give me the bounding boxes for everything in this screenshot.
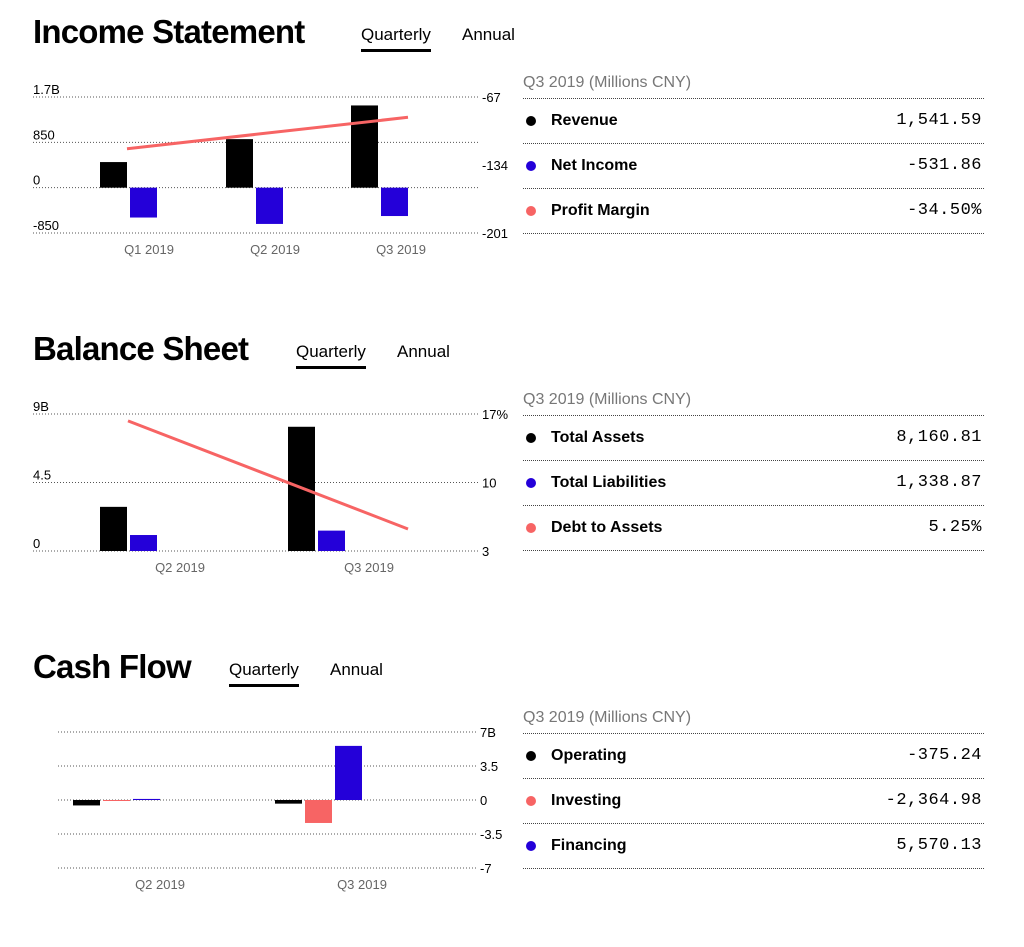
x-tick-label: Q2 2019 <box>155 560 205 575</box>
bar-total-assets <box>100 507 127 551</box>
bar-revenue <box>226 139 253 188</box>
y-tick-label: 9B <box>33 399 49 414</box>
legend-dot-icon <box>526 116 536 126</box>
bar-financing <box>133 799 160 800</box>
y2-tick-label: 17% <box>482 407 509 422</box>
legend-dot-icon <box>526 478 536 488</box>
panel-heading: Q3 2019 (Millions CNY) <box>523 707 984 734</box>
tab-annual[interactable]: Annual <box>462 25 515 44</box>
section-title: Balance Sheet <box>33 330 249 367</box>
income-statement-section <box>0 12 1024 312</box>
x-tick-label: Q3 2019 <box>337 877 387 892</box>
row-net-income <box>523 144 984 189</box>
y2-tick-label: -67 <box>482 90 501 105</box>
y2-tick-label: 10 <box>482 475 497 491</box>
tab-quarterly[interactable]: Quarterly <box>296 341 366 369</box>
row-label: Investing <box>551 792 622 809</box>
row-revenue <box>523 99 984 144</box>
y-tick-label: 1.7B <box>33 82 60 97</box>
x-tick-label: Q1 2019 <box>124 242 174 257</box>
row-profit-margin <box>523 189 984 234</box>
y-tick-label: 0 <box>33 536 41 551</box>
y2-tick-label: 7B <box>480 725 496 740</box>
bar-net-income <box>256 188 283 224</box>
bar-net-income <box>381 188 408 216</box>
legend-dot-icon <box>526 796 536 806</box>
legend-dot-icon <box>526 433 536 443</box>
bar-total-liabilities <box>130 535 157 551</box>
y-tick-label: -850 <box>33 218 60 233</box>
line-debt-to-assets <box>128 421 408 529</box>
row-label: Profit Margin <box>551 202 650 219</box>
y2-tick-label: -201 <box>482 226 509 241</box>
bar-revenue <box>351 105 378 187</box>
legend-dot-icon <box>526 161 536 171</box>
y2-tick-label: 3 <box>482 544 490 559</box>
row-label: Total Liabilities <box>551 474 667 491</box>
row-operating <box>523 734 984 779</box>
panel-heading: Q3 2019 (Millions CNY) <box>523 72 984 99</box>
y2-tick-label: 0 <box>480 793 488 808</box>
bar-investing <box>305 800 332 823</box>
cash-flow-section <box>0 647 1024 947</box>
row-value: 1,541.59 <box>896 111 982 130</box>
legend-dot-icon <box>526 206 536 216</box>
row-value: 1,338.87 <box>896 473 982 492</box>
legend-dot-icon <box>526 841 536 851</box>
row-total-assets <box>523 416 984 461</box>
bar-revenue <box>100 162 127 188</box>
row-value: 8,160.81 <box>896 428 982 447</box>
data-panel <box>523 72 984 234</box>
row-financing <box>523 824 984 869</box>
y2-tick-label: -134 <box>482 158 509 173</box>
row-debt-to-assets <box>523 506 984 551</box>
section-title: Cash Flow <box>33 648 191 685</box>
y2-tick-label: -3.5 <box>480 827 503 842</box>
balance-sheet-section <box>0 329 1024 629</box>
row-value: 5.25% <box>928 518 982 537</box>
row-label: Total Assets <box>551 429 645 446</box>
row-value: 5,570.13 <box>896 836 982 855</box>
bar-investing <box>103 800 130 801</box>
row-investing <box>523 779 984 824</box>
section-title: Income Statement <box>33 13 305 50</box>
income-statement-chart <box>0 12 520 272</box>
row-label: Revenue <box>551 112 618 129</box>
y-tick-label: 850 <box>33 127 55 143</box>
tab-annual[interactable]: Annual <box>330 660 383 679</box>
row-value: -375.24 <box>907 746 982 765</box>
row-label: Net Income <box>551 157 638 174</box>
bar-net-income <box>130 188 157 218</box>
x-tick-label: Q2 2019 <box>250 242 300 257</box>
bar-total-liabilities <box>318 531 345 551</box>
tab-quarterly[interactable]: Quarterly <box>361 24 431 52</box>
legend-dot-icon <box>526 523 536 533</box>
row-value: -34.50% <box>907 201 982 220</box>
legend-dot-icon <box>526 751 536 761</box>
data-panel <box>523 389 984 551</box>
row-value: -2,364.98 <box>885 791 982 810</box>
row-total-liabilities <box>523 461 984 506</box>
row-label: Operating <box>551 747 627 764</box>
balance-sheet-chart <box>0 329 520 589</box>
y2-tick-label: 3.5 <box>480 759 499 774</box>
x-tick-label: Q2 2019 <box>135 877 185 892</box>
tab-annual[interactable]: Annual <box>397 342 450 361</box>
x-tick-label: Q3 2019 <box>344 560 394 575</box>
bar-operating <box>275 800 302 804</box>
y2-tick-label: -7 <box>480 861 492 876</box>
row-label: Debt to Assets <box>551 519 663 536</box>
tab-quarterly[interactable]: Quarterly <box>229 659 299 687</box>
row-label: Financing <box>551 837 627 854</box>
bar-financing <box>335 746 362 800</box>
y-tick-label: 4.5 <box>33 467 52 483</box>
cash-flow-chart <box>0 647 520 907</box>
bar-operating <box>73 800 100 805</box>
row-value: -531.86 <box>907 156 982 175</box>
x-tick-label: Q3 2019 <box>376 242 426 257</box>
data-panel <box>523 707 984 869</box>
panel-heading: Q3 2019 (Millions CNY) <box>523 389 984 416</box>
y-tick-label: 0 <box>33 172 41 188</box>
